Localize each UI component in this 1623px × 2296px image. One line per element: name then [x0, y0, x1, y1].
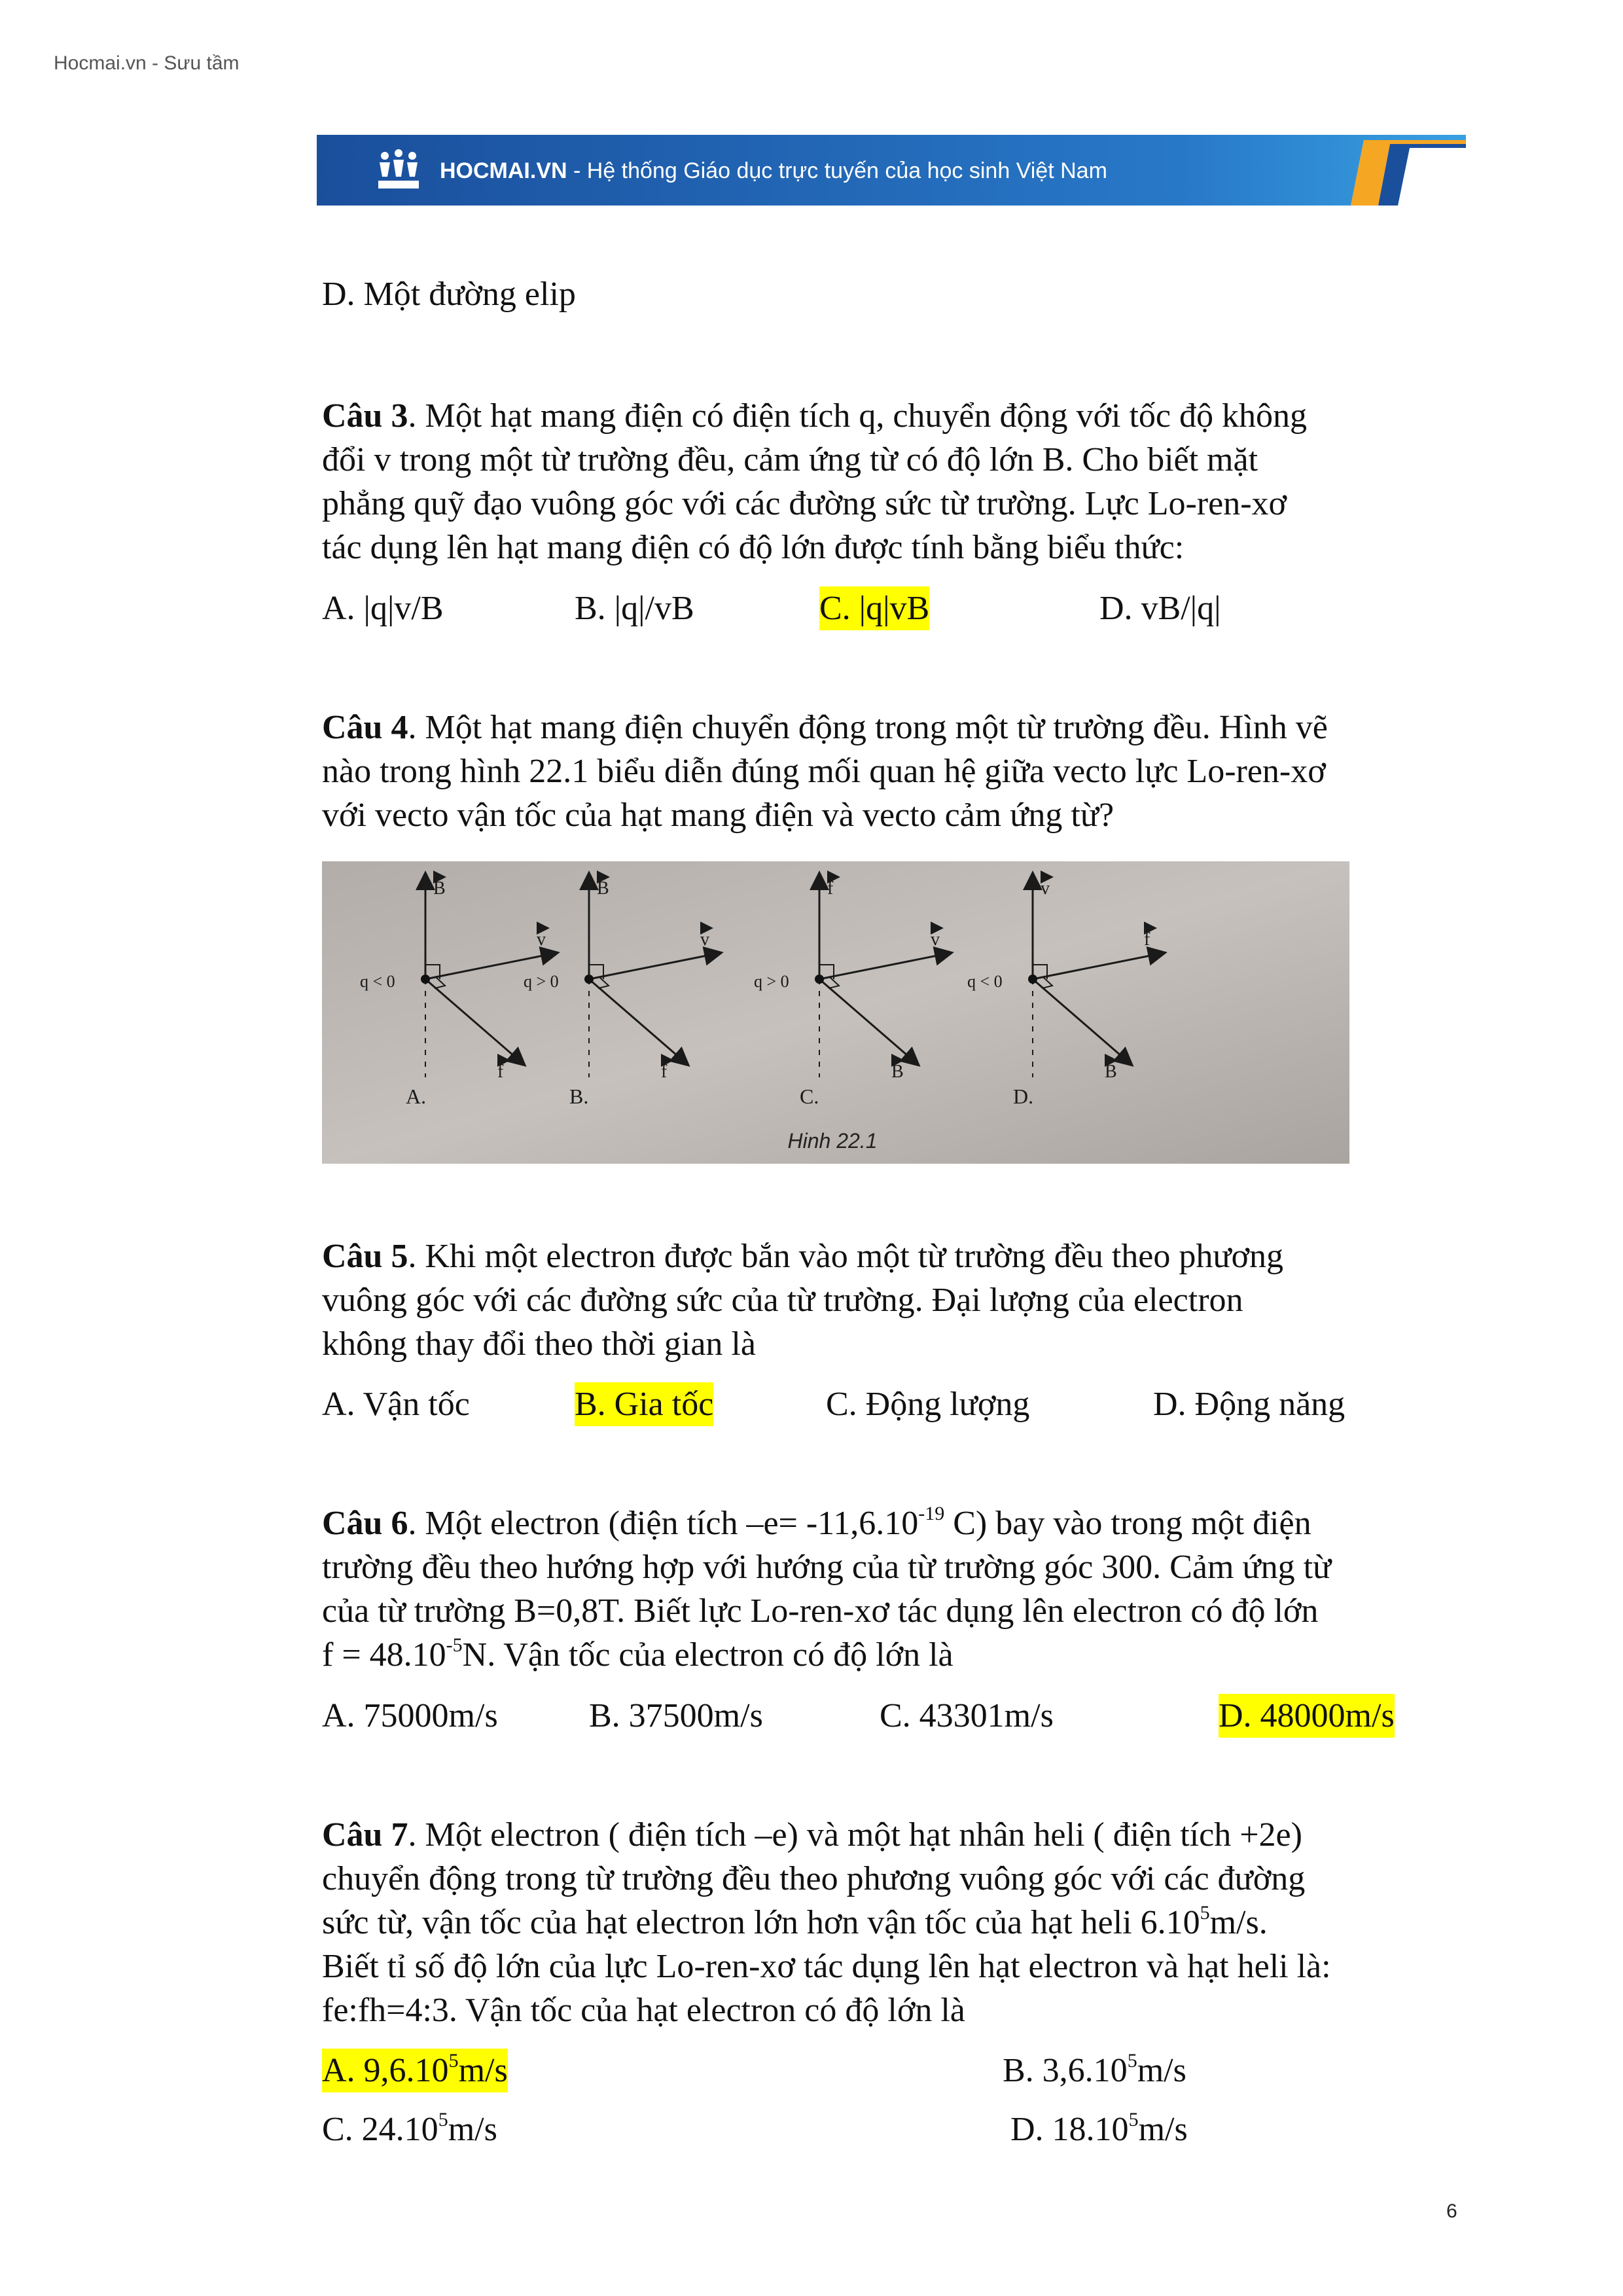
- q7-option-a-answer: A. 9,6.10$^5$m/s: [322, 2049, 508, 2092]
- q6-text-cont: C) bay vào trong một điện: [944, 1505, 1311, 1542]
- q5-line-2: vuông góc với các đường sức của từ trường. Đại lượng của electron: [322, 1282, 1243, 1319]
- q6-force: f = 48.10: [322, 1636, 446, 1674]
- q6-text: . Một electron (điện tích –e= -11,6.10: [408, 1505, 919, 1542]
- q5-line-1: [322, 1234, 1283, 1278]
- q3-option-c-answer: C. |q|vB: [819, 586, 929, 630]
- previous-option-d: D. Một đường elip: [322, 276, 576, 313]
- q3-option-b: B. |q|/vB: [575, 590, 694, 627]
- panel-3-charge-dot: [815, 975, 824, 984]
- figure-photo-background: [322, 861, 1349, 1164]
- q7-option-c: C. 24.10$^5$m/s: [322, 2108, 497, 2148]
- q7-line-2: chuyển động trong từ trường đều theo phương vuông góc với các đường: [322, 1860, 1306, 1897]
- q5-option-a: A. Vận tốc: [322, 1386, 470, 1423]
- banner-brand: HOCMAI.VN: [440, 158, 567, 183]
- q7-option-d: D. 18.10$^5$m/s: [1010, 2108, 1188, 2148]
- panel-3-down-label: B: [891, 1062, 904, 1082]
- panel-1-charge-dot: [421, 975, 430, 984]
- q5-line-3: không thay đổi theo thời gian là: [322, 1325, 756, 1363]
- q6-exponent-1: -19: [918, 1502, 945, 1524]
- q4-label: Câu 4: [322, 709, 408, 746]
- q5-option-c: C. Động lượng: [826, 1386, 1030, 1423]
- q6-option-c: C. 43301m/s: [880, 1697, 1054, 1734]
- q7-line-1: [322, 1813, 1302, 1857]
- q5-text: . Khi một electron được bắn vào một từ trường đều theo phương: [408, 1238, 1284, 1275]
- q6-option-b: B. 37500m/s: [589, 1697, 763, 1734]
- q7-exponent: 5: [1200, 1901, 1210, 1924]
- q3-line-2: đổi v trong một từ trường đều, cảm ứng từ có độ lớn B. Cho biết mặt: [322, 441, 1258, 478]
- q4-text: . Một hạt mang điện chuyển động trong một từ trường đều. Hình vẽ: [408, 709, 1328, 746]
- panel-1-up-label: B: [433, 878, 446, 899]
- q3-option-a: A. |q|v/B: [322, 590, 444, 627]
- panel-2-charge-dot: [584, 975, 594, 984]
- q4-line-1: [322, 706, 1328, 749]
- panel-4-charge-dot: [1028, 975, 1037, 984]
- panel-2-right-label: v: [700, 929, 709, 950]
- q4-line-2: nào trong hình 22.1 biểu diễn đúng mối quan hệ giữa vecto lực Lo-ren-xơ: [322, 753, 1326, 790]
- banner-title: [440, 158, 1107, 184]
- q3-option-d: D. vB/|q|: [1099, 590, 1221, 627]
- q4-line-3: với vecto vận tốc của hạt mang điện và vecto cảm ứng từ?: [322, 797, 1115, 834]
- q3-line-4: tác dụng lên hạt mang điện có độ lớn được tính bằng biểu thức:: [322, 529, 1185, 566]
- panel-3-charge-label: q > 0: [754, 972, 789, 991]
- panel-4-right-label: f: [1144, 929, 1150, 950]
- q5-option-b-answer: B. Gia tốc: [575, 1382, 713, 1426]
- figure-22-1-diagram: [322, 861, 1349, 1164]
- q6-line-4: [322, 1633, 954, 1677]
- q7-text-3: sức từ, vận tốc của hạt electron lớn hơn vận tốc của hạt heli 6.10: [322, 1904, 1200, 1941]
- panel-4-charge-label: q < 0: [967, 972, 1003, 991]
- panel-3-right-label: v: [931, 929, 940, 950]
- panel-2-charge-label: q > 0: [524, 972, 559, 991]
- q6-line-3: của từ trường B=0,8T. Biết lực Lo-ren-xơ tác dụng lên electron có độ lớn: [322, 1592, 1319, 1630]
- q7-line-5: fe:fh=4:3. Vận tốc của hạt electron có độ lớn là: [322, 1992, 965, 2029]
- q3-line-3: phẳng quỹ đạo vuông góc với các đường sức từ trường. Lực Lo-ren-xơ: [322, 485, 1287, 522]
- q7-line-3: [322, 1901, 1268, 1945]
- figure-caption: Hinh 22.1: [787, 1129, 878, 1153]
- q6-option-a: A. 75000m/s: [322, 1697, 498, 1734]
- q6-line-2: trường đều theo hướng hợp với hướng của từ trường góc 300. Cảm ứng từ: [322, 1549, 1332, 1586]
- figure-22-1: [322, 861, 1349, 1164]
- panel-4-up-label: v: [1041, 878, 1050, 899]
- q5-option-d: D. Động năng: [1153, 1386, 1346, 1423]
- panel-3-up-label: f: [827, 878, 834, 899]
- q7-option-b: B. 3,6.10$^5$m/s: [1003, 2049, 1186, 2089]
- q7-label: Câu 7: [322, 1816, 408, 1854]
- q6-label: Câu 6: [322, 1505, 408, 1542]
- panel-4-letter: D.: [1013, 1085, 1034, 1108]
- q7-line-4: Biết tỉ số độ lớn của lực Lo-ren-xơ tác dụng lên hạt electron và hạt heli là:: [322, 1948, 1331, 1985]
- source-note: Hocmai.vn - Sưu tầm: [54, 52, 240, 74]
- banner-tagline: - Hệ thống Giáo dục trực tuyến của học sinh Việt Nam: [567, 158, 1107, 183]
- q3-line-1: [322, 394, 1307, 438]
- q7-unit: m/s.: [1209, 1904, 1268, 1941]
- q7-text: . Một electron ( điện tích –e) và một hạt nhân heli ( điện tích +2e): [408, 1816, 1302, 1854]
- panel-3-letter: C.: [800, 1085, 819, 1108]
- hocmai-logo-icon: [376, 148, 421, 194]
- q6-line-1: [322, 1501, 1311, 1545]
- q6-text-end: N. Vận tốc của electron có độ lớn là: [462, 1636, 954, 1674]
- panel-1-charge-label: q < 0: [360, 972, 395, 991]
- q3-label: Câu 3: [322, 397, 408, 435]
- hocmai-banner: [317, 135, 1466, 206]
- panel-1-letter: A.: [406, 1085, 427, 1108]
- panel-1-right-label: v: [537, 929, 546, 950]
- panel-1-down-label: f: [497, 1062, 504, 1082]
- q6-exponent-2: -5: [446, 1634, 463, 1656]
- q3-text: . Một hạt mang điện có điện tích q, chuyển động với tốc độ không: [408, 397, 1307, 435]
- panel-4-down-label: B: [1105, 1062, 1117, 1082]
- page-number: 6: [1446, 2200, 1457, 2222]
- panel-2-down-label: f: [661, 1062, 668, 1082]
- panel-2-up-label: B: [597, 878, 609, 899]
- panel-2-letter: B.: [569, 1085, 589, 1108]
- q6-option-d-answer: D. 48000m/s: [1219, 1694, 1395, 1738]
- q5-label: Câu 5: [322, 1238, 408, 1275]
